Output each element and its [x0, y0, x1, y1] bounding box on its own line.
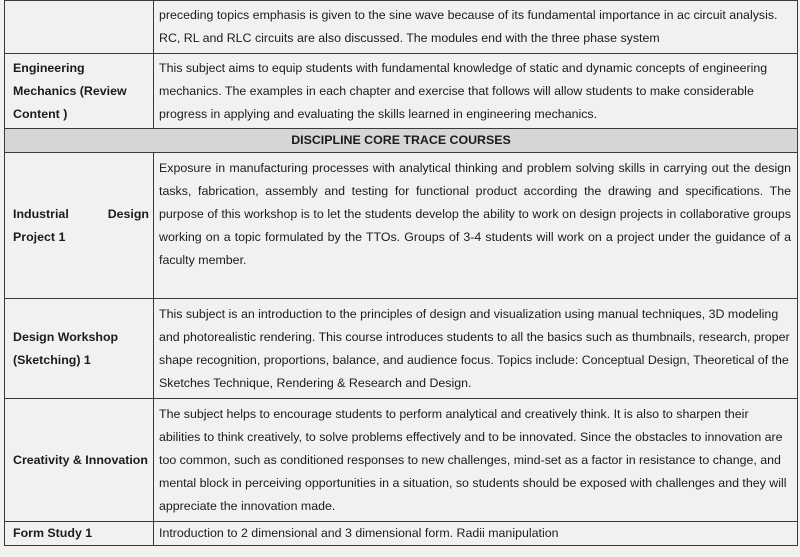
course-name-cell — [5, 1, 154, 54]
course-description-cell — [154, 1, 798, 54]
course-description-cell — [154, 522, 798, 546]
table-row — [5, 522, 798, 546]
course-description: Introduction to 2 dimensional and 3 dimensional form. Radii manipulation — [159, 526, 559, 540]
course-description-cell — [154, 299, 798, 399]
table-row — [5, 299, 798, 399]
section-header-row — [5, 129, 798, 153]
table-row — [5, 54, 798, 129]
course-description: Exposure in manufacturing processes with analytical thinking and problem solving skills in carrying out the design tasks, fabrication, assembly and testing for functional product according the drawing and specifications. The purpose of this workshop is to let the students develop the ability to work on design projects in collaborative groups working on a topic formulated by the TTOs. Groups of 3-4 students will work on a project under the guidance of a faculty member. — [159, 161, 791, 267]
course-description: The subject helps to encourage students to perform analytical and creatively think. It is also to sharpen their abilities to think creatively, to solve problems effectively and to be innovated. Since the obstacles to innovation are too common, such as conditioned responses to new challenges, mind-set as a factor in resistance to change, and mental block in perceiving opportunities in a situation, so students should be exposed with challenges and they will appreciate the innovation made. — [159, 406, 787, 513]
table-row — [5, 399, 798, 522]
course-description: preceding topics emphasis is given to the sine wave because of its fundamental importance in ac circuit analysis. RC, RL and RLC circuits are also discussed. The modules end with the three phase system — [159, 8, 778, 45]
course-description: This subject is an introduction to the principles of design and visualization using manual techniques, 3D modeling and photorealistic rendering. This course introduces students to all the basics such as thumbnails, research, proper shape recognition, proportions, balance, and audience focus. Topics include: Conceptual Design, Theoretical of the Sketches Technique, Rendering & Research and Design. — [159, 306, 790, 390]
course-name-cell — [5, 522, 154, 546]
course-name-cell — [5, 153, 154, 299]
course-name-word: Design — [107, 206, 149, 221]
course-name-word: Industrial — [13, 206, 69, 221]
course-name-cell — [5, 399, 154, 522]
course-name: Design Workshop (Sketching) 1 — [13, 329, 119, 367]
course-description: This subject aims to equip students with fundamental knowledge of static and dynamic concepts of engineering mechanics. The examples in each chapter and exercise that follows will allow students to make considerable progress in applying and evaluating the skills learned in engineering mechanics. — [159, 60, 768, 121]
course-description-cell — [154, 153, 798, 299]
course-description-cell — [154, 54, 798, 129]
course-name-cell — [5, 299, 154, 399]
course-name-line-1 — [13, 203, 149, 226]
course-name: Engineering Mechanics (Review Content ) — [13, 60, 127, 121]
course-table — [4, 0, 798, 546]
course-name: Form Study 1 — [13, 526, 93, 540]
course-description-cell — [154, 399, 798, 522]
course-name: Creativity & Innovation — [13, 452, 148, 467]
section-title: DISCIPLINE CORE TRACE COURSES — [5, 129, 798, 153]
table-row — [5, 153, 798, 299]
course-name-cell — [5, 54, 154, 129]
course-name-line-2: Project 1 — [13, 229, 66, 244]
table-row — [5, 1, 798, 54]
